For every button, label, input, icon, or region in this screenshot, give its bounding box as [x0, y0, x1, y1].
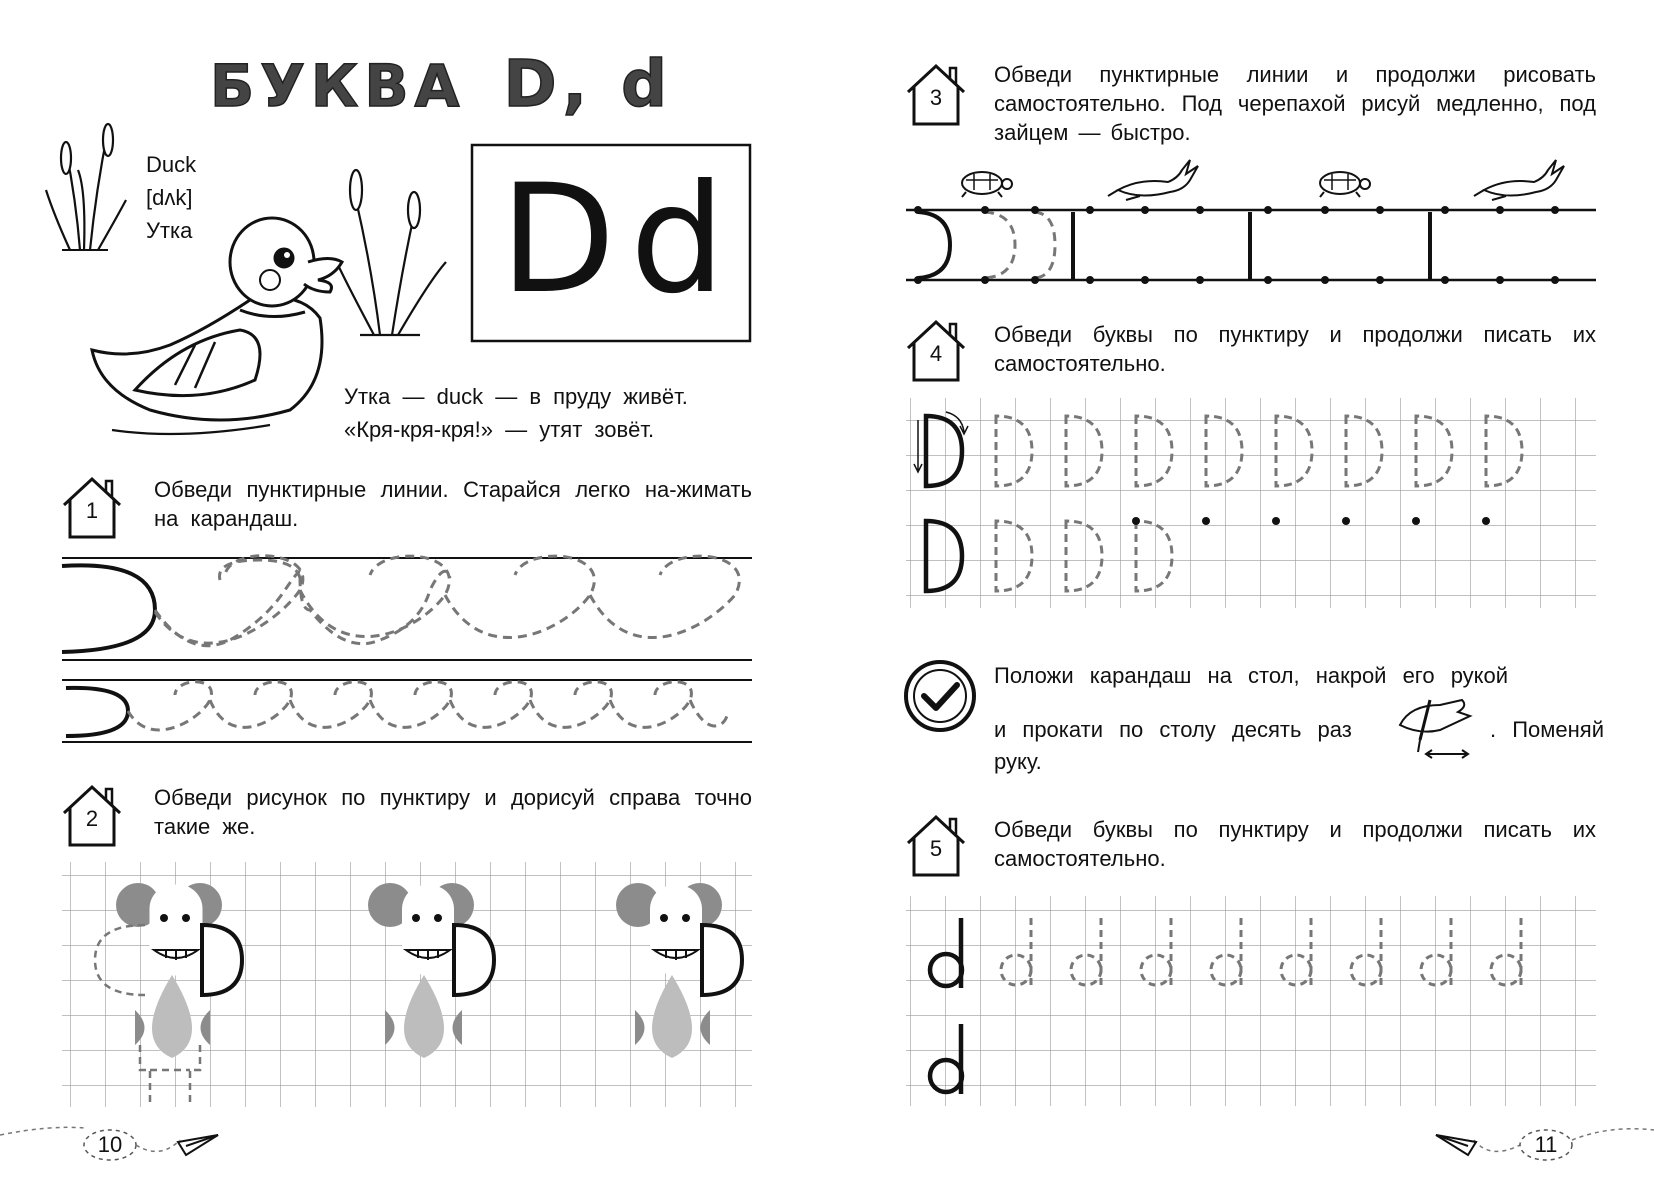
exercise-line: и прокати по столу десять раз [994, 717, 1352, 742]
vocab-block [146, 148, 196, 247]
cattail-illustration [46, 124, 126, 250]
exercise-line: . Поменяй [1490, 717, 1604, 742]
paper-plane-icon [1436, 1135, 1476, 1155]
rhyme [344, 380, 750, 446]
task2-grid [62, 862, 752, 1107]
hand-pencil-icon [1400, 700, 1470, 758]
rhyme-line: Утка — duck — в пруду живёт. [344, 384, 688, 409]
duck-illustration [92, 218, 342, 434]
vocab-transcription: [dʌk] [146, 185, 193, 210]
task-number: 5 [929, 836, 943, 861]
task1-tracing-lines [62, 556, 752, 742]
exercise-line: Положи карандаш на стол, накрой его рукой [994, 663, 1509, 688]
cattail-illustration [338, 170, 446, 335]
task-number: 3 [929, 85, 943, 110]
page-number-right: 11 [1534, 1132, 1558, 1157]
page-title [210, 48, 673, 122]
turtle-icon [962, 172, 1012, 197]
check-circle-icon [906, 662, 974, 730]
exercise-line: руку. [994, 749, 1042, 774]
title-word: БУКВА [210, 52, 466, 120]
rabbit-icon [1108, 160, 1198, 200]
letter-box-lower: d [630, 153, 726, 327]
task-number: 2 [85, 806, 99, 831]
rhyme-line: «Кря-кря-кря!» — утят зовёт. [344, 417, 655, 442]
task5-grid [906, 896, 1596, 1106]
vocab-translation: Утка [146, 218, 193, 243]
vocab-word: Duck [146, 152, 197, 177]
task-instruction: Обведи рисунок по пунктиру и дорисуй справа точно такие же. [154, 785, 752, 839]
rabbit-icon [1474, 160, 1564, 200]
task3-lines [906, 160, 1596, 284]
footer-decoration [0, 1127, 1654, 1160]
task-number: 1 [85, 498, 99, 523]
page-number-left: 10 [97, 1132, 123, 1157]
letter-box-upper: D [500, 153, 616, 327]
task-instruction: Обведи пунктирные линии и продолжи рисовать самостоятельно. Под черепахой рисуй медленно, под зайцем — быстро. [994, 62, 1596, 145]
task-instruction: Обведи пунктирные линии. Старайся легко на-жимать на карандаш. [154, 477, 752, 531]
task4-grid [906, 398, 1596, 608]
task-instruction: Обведи буквы по пунктиру и продолжи писать их самостоятельно. [994, 817, 1596, 871]
title-letters: D, d [503, 48, 673, 122]
task-instruction: Обведи буквы по пунктиру и продолжи писать их самостоятельно. [994, 322, 1596, 376]
paper-plane-icon [178, 1135, 218, 1155]
turtle-icon [1320, 172, 1370, 197]
task-number: 4 [929, 341, 943, 366]
